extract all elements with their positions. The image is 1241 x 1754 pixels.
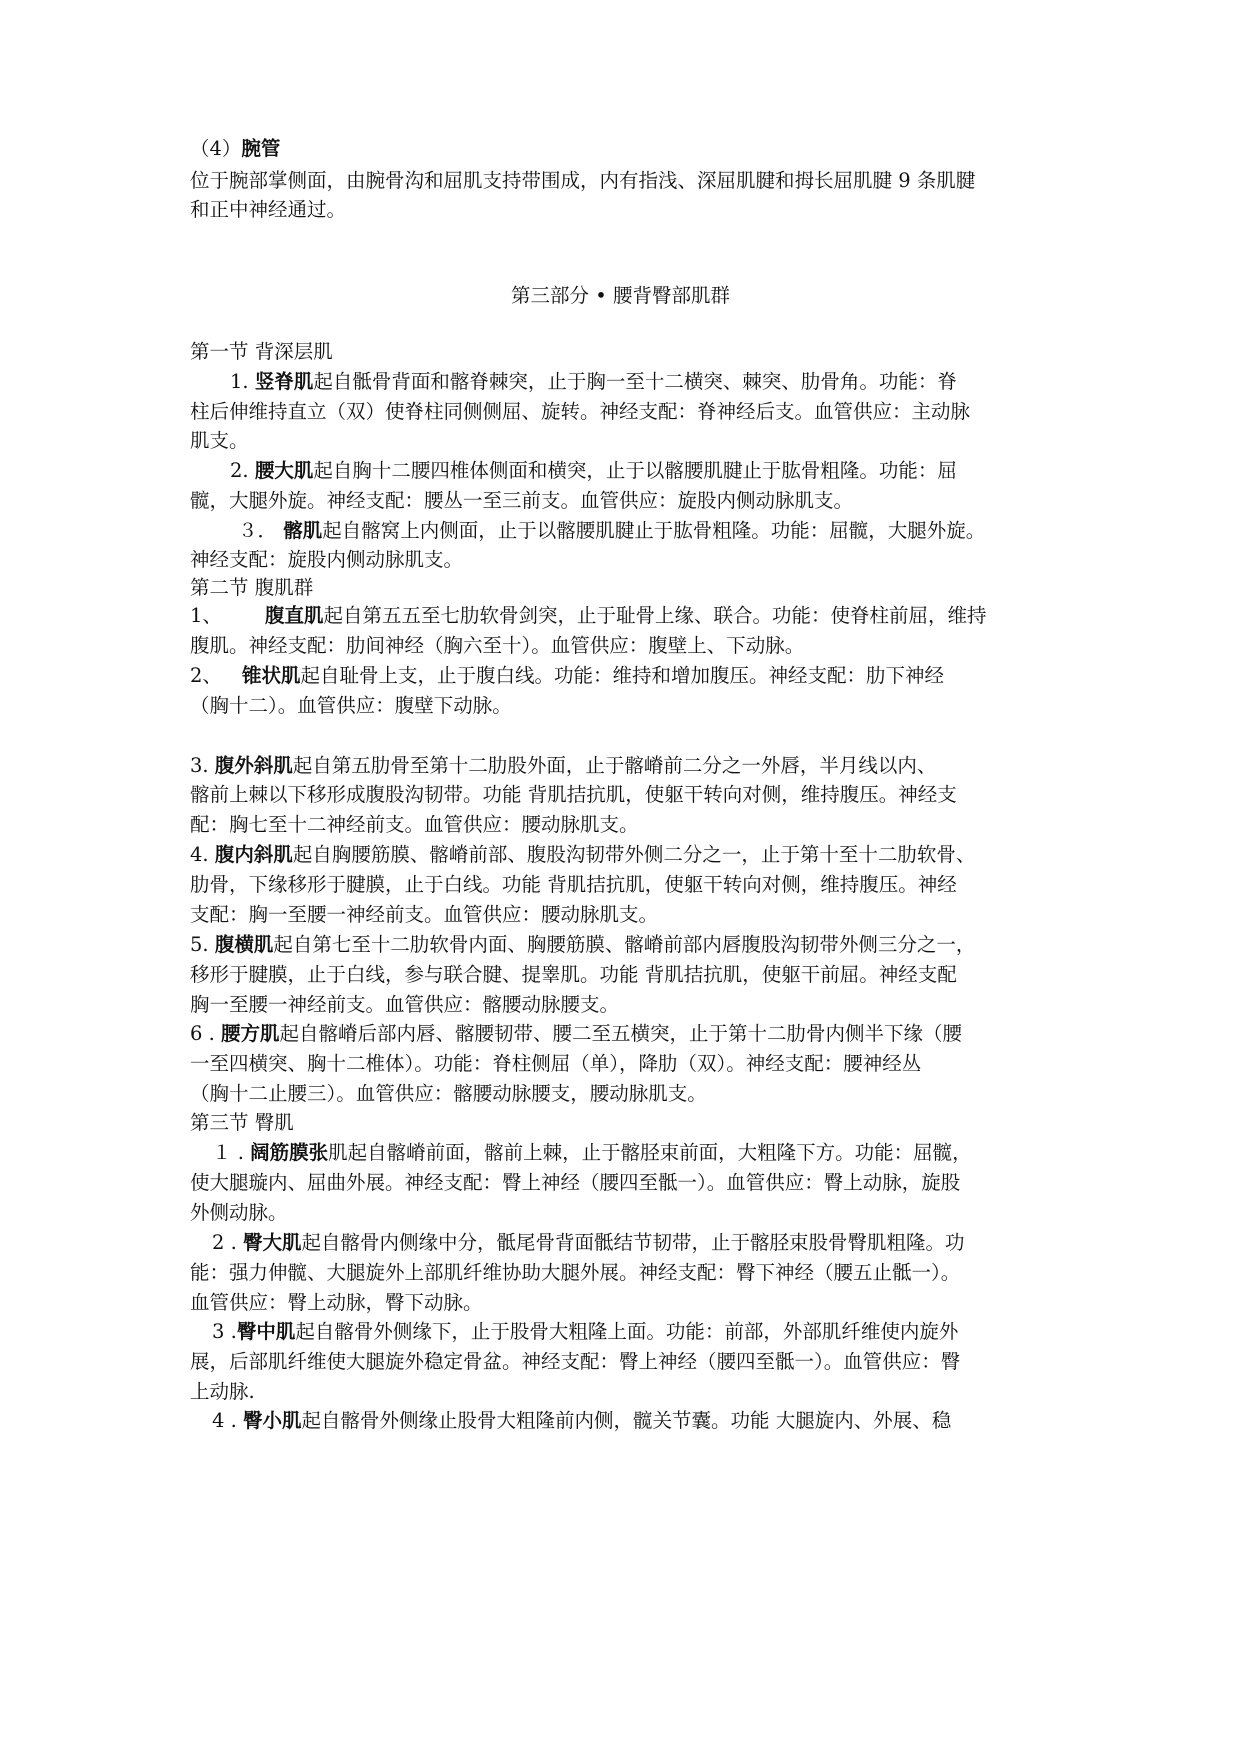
section-heading: 第三节 臀肌 [190, 1111, 294, 1134]
paragraph-line: 一至四横突、胸十二椎体）。功能：脊柱侧屈（单），降肋（双）。神经支配：腰神经丛 [190, 1052, 922, 1075]
entry-text: 起自髂嵴后部内唇、髂腰韧带、腰二至五横突，止于第十二肋骨内侧半下缘（腰 [279, 1022, 963, 1045]
muscle-entry-first-line [212, 1138, 972, 1168]
entry-text: 起自第五五至七肋软骨剑突，止于耻骨上缘、联合。功能：使脊柱前屈，维持 [323, 604, 987, 627]
muscle-name: 臀中肌 [236, 1320, 296, 1343]
muscle-entry-first-line [212, 1406, 951, 1436]
item-number: 3 . [212, 1320, 237, 1343]
item-number: 2 . [212, 1231, 244, 1254]
paragraph-line: 位于腕部掌侧面，由腕骨沟和屈肌支持带围成，内有指浅、深屈肌腱和拇长屈肌腱 9 条肌腱 [190, 169, 976, 192]
paragraph-line: 肋骨，下缘移形于腱膜，止于白线。功能 背肌拮抗肌，使躯干转向对侧，维持腹压。神经 [190, 873, 957, 896]
muscle-entry-first-line [190, 661, 944, 691]
entry-text: 起自第七至十二肋软骨内面、胸腰筋膜、髂嵴前部内唇腹股沟韧带外侧三分之一， [273, 933, 976, 956]
paragraph-line: 血管供应：臀上动脉，臀下动脉。 [190, 1291, 483, 1314]
muscle-entry-first-line [190, 930, 975, 960]
paragraph-line: 外侧动脉。 [190, 1201, 288, 1224]
section-4-title [190, 134, 280, 164]
entry-text: 起自胸腰筋膜、髂嵴前部、腹股沟韧带外侧二分之一，止于第十至十二肋软骨、 [292, 843, 976, 866]
muscle-entry-first-line [230, 456, 957, 486]
muscle-entry-first-line [190, 751, 936, 781]
muscle-entry-first-line [212, 1317, 958, 1347]
item-number: 4. [190, 843, 215, 866]
section-title: 腕管 [241, 137, 281, 160]
item-number: 6 . [190, 1022, 222, 1045]
muscle-name: 腹外斜肌 [214, 754, 293, 777]
paragraph-line: （胸十二止腰三）。血管供应：髂腰动脉腰支，腰动脉肌支。 [190, 1082, 707, 1105]
section-number: （4） [190, 137, 242, 160]
paragraph-line: 上动脉. [190, 1380, 255, 1403]
muscle-entry-first-line [190, 601, 987, 631]
entry-text: 起自骶骨背面和髂脊棘突，止于胸一至十二横突、棘突、肋骨角。功能：脊 [313, 370, 957, 393]
paragraph-line: 移形于腱膜，止于白线，参与联合腱、提睾肌。功能 背肌拮抗肌，使躯干前屈。神经支配 [190, 963, 957, 986]
paragraph-line: 髋，大腿外旋。神经支配：腰丛一至三前支。血管供应：旋股内侧动脉肌支。 [190, 489, 854, 512]
entry-text: 肌起自髂嵴前面，髂前上棘，止于髂胫束前面，大粗隆下方。功能：屈髋， [328, 1141, 972, 1164]
paragraph-line: 能：强力伸髋、大腿旋外上部肌纤维协助大腿外展。神经支配：臀下神经（腰五止骶一）。 [190, 1261, 961, 1284]
muscle-entry-first-line [190, 1019, 962, 1049]
item-number: 2、 [190, 664, 222, 687]
muscle-name: 臀小肌 [243, 1409, 302, 1432]
muscle-entry-first-line [190, 840, 975, 870]
section-heading: 第一节 背深层肌 [190, 340, 333, 363]
paragraph-line: 神经支配：旋股内侧动脉肌支。 [190, 548, 464, 571]
item-number: 2. [230, 459, 255, 482]
entry-text: 起自髂骨内侧缘中分，骶尾骨背面骶结节韧带，止于髂胫束股骨臀肌粗隆。功 [301, 1231, 965, 1254]
muscle-name: 竖脊肌 [254, 370, 314, 393]
paragraph-line: 配：胸七至十二神经前支。血管供应：腰动脉肌支。 [190, 813, 639, 836]
item-number: 5. [190, 933, 215, 956]
muscle-name: 臀大肌 [243, 1231, 302, 1254]
muscle-name: 髂肌 [283, 519, 323, 542]
section-heading: 第二节 腹肌群 [190, 576, 314, 599]
paragraph-line: （胸十二）。血管供应：腹壁下动脉。 [190, 694, 512, 717]
part-title: 第三部分 • 腰背臀部肌群 [511, 284, 730, 307]
muscle-name: 腰大肌 [254, 459, 314, 482]
entry-text: 起自第五肋骨至第十二肋股外面，止于髂嵴前二分之一外唇，半月线以内、 [292, 754, 937, 777]
muscle-name: 锥状肌 [242, 664, 301, 687]
item-number: 3. [190, 754, 215, 777]
item-number: 4 . [212, 1409, 244, 1432]
paragraph-line: 柱后伸维持直立（双）使脊柱同侧侧屈、旋转。神经支配：脊神经后支。血管供应：主动脉 [190, 400, 971, 423]
muscle-name: 腹内斜肌 [214, 843, 293, 866]
entry-text: 起自髂窝上内侧面，止于以髂腰肌腱止于肱骨粗隆。功能：屈髋，大腿外旋。 [322, 519, 986, 542]
entry-text: 起自髂骨外侧缘止股骨大粗隆前内侧，髋关节囊。功能 大腿旋内、外展、稳 [301, 1409, 952, 1432]
item-number: 1、 [190, 604, 222, 627]
muscle-name: 腰方肌 [221, 1022, 280, 1045]
muscle-entry-first-line [230, 367, 957, 397]
item-number: ３． [238, 519, 284, 542]
item-number: 1. [230, 370, 255, 393]
muscle-entry-first-line [238, 516, 985, 546]
paragraph-line: 腹肌。神经支配：肋间神经（胸六至十）。血管供应：腹壁上、下动脉。 [190, 634, 805, 657]
paragraph-line: 支配：胸一至腰一神经前支。血管供应：腰动脉肌支。 [190, 903, 659, 926]
paragraph-line: 使大腿璇内、屈曲外展。神经支配：臀上神经（腰四至骶一）。血管供应：臀上动脉，旋股 [190, 1171, 961, 1194]
muscle-name: 腹直肌 [265, 604, 324, 627]
paragraph-line: 肌支。 [190, 429, 249, 452]
muscle-entry-first-line [212, 1228, 965, 1258]
paragraph-line: 和正中神经通过。 [190, 198, 347, 221]
entry-text: 起自髂骨外侧缘下，止于股骨大粗隆上面。功能：前部，外部肌纤维使内旋外 [295, 1320, 959, 1343]
entry-text: 起自耻骨上支，止于腹白线。功能：维持和增加腹压。神经支配：肋下神经 [300, 664, 945, 687]
entry-text: 起自胸十二腰四椎体侧面和横突，止于以髂腰肌腱止于肱骨粗隆。功能：屈 [313, 459, 957, 482]
muscle-name: 阔筋膜张 [250, 1141, 329, 1164]
paragraph-line: 髂前上棘以下移形成腹股沟韧带。功能 背肌拮抗肌，使躯干转向对侧，维持腹压。神经支 [190, 783, 957, 806]
paragraph-line: 展，后部肌纤维使大腿旋外稳定骨盆。神经支配：臀上神经（腰四至骶一）。血管供应：臀 [190, 1350, 961, 1373]
paragraph-line: 胸一至腰一神经前支。血管供应：髂腰动脉腰支。 [190, 993, 620, 1016]
item-number: １ . [212, 1141, 251, 1164]
muscle-name: 腹横肌 [214, 933, 274, 956]
